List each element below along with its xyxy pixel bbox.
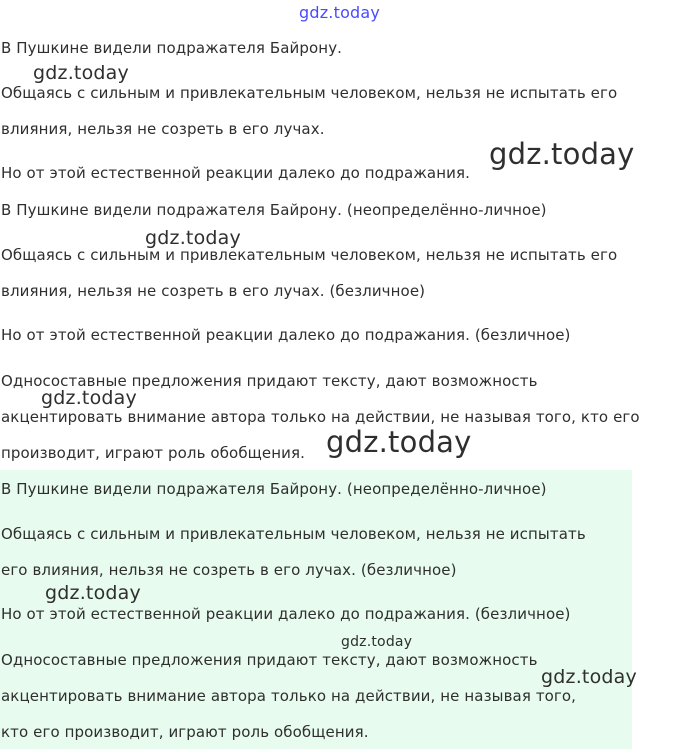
analysis-line: акцентировать внимание автора только на действии, не называя того, кто его	[1, 408, 640, 426]
watermark: gdz.today	[541, 666, 637, 688]
watermark: gdz.today	[145, 227, 241, 249]
watermark: gdz.today	[33, 62, 129, 84]
analysis-line: В Пушкине видели подражателя Байрону. (неопределённо-личное)	[1, 201, 547, 219]
watermark-top: gdz.today	[299, 3, 381, 22]
source-line: влияния, нельзя не созреть в его лучах.	[1, 120, 325, 138]
answer-line: Но от этой естественной реакции далеко до подражания. (безличное)	[1, 605, 571, 623]
watermark: gdz.today	[489, 137, 635, 171]
answer-line: его влияния, нельзя не созреть в его лучах. (безличное)	[1, 561, 457, 579]
source-line: В Пушкине видели подражателя Байрону.	[1, 39, 343, 57]
answer-line: В Пушкине видели подражателя Байрону. (неопределённо-личное)	[1, 480, 547, 498]
analysis-line: Общаясь с сильным и привлекательным человеком, нельзя не испытать его	[1, 246, 618, 264]
source-line: Общаясь с сильным и привлекательным человеком, нельзя не испытать его	[1, 84, 618, 102]
watermark: gdz.today	[41, 387, 137, 409]
analysis-line: Односоставные предложения придают тексту, дают возможность	[1, 372, 538, 390]
analysis-line: производит, играют роль обобщения.	[1, 444, 305, 462]
watermark: gdz.today	[341, 634, 413, 650]
answer-line: Общаясь с сильным и привлекательным человеком, нельзя не испытать	[1, 525, 586, 543]
watermark: gdz.today	[45, 582, 141, 604]
answer-line: акцентировать внимание автора только на действии, не называя того,	[1, 687, 577, 705]
answer-line: Односоставные предложения придают тексту, дают возможность	[1, 651, 538, 669]
analysis-line: влияния, нельзя не созреть в его лучах. (безличное)	[1, 282, 426, 300]
watermark: gdz.today	[326, 425, 472, 459]
answer-line: кто его производит, играют роль обобщения.	[1, 723, 369, 741]
source-line: Но от этой естественной реакции далеко до подражания.	[1, 164, 470, 182]
analysis-line: Но от этой естественной реакции далеко до подражания. (безличное)	[1, 326, 571, 344]
